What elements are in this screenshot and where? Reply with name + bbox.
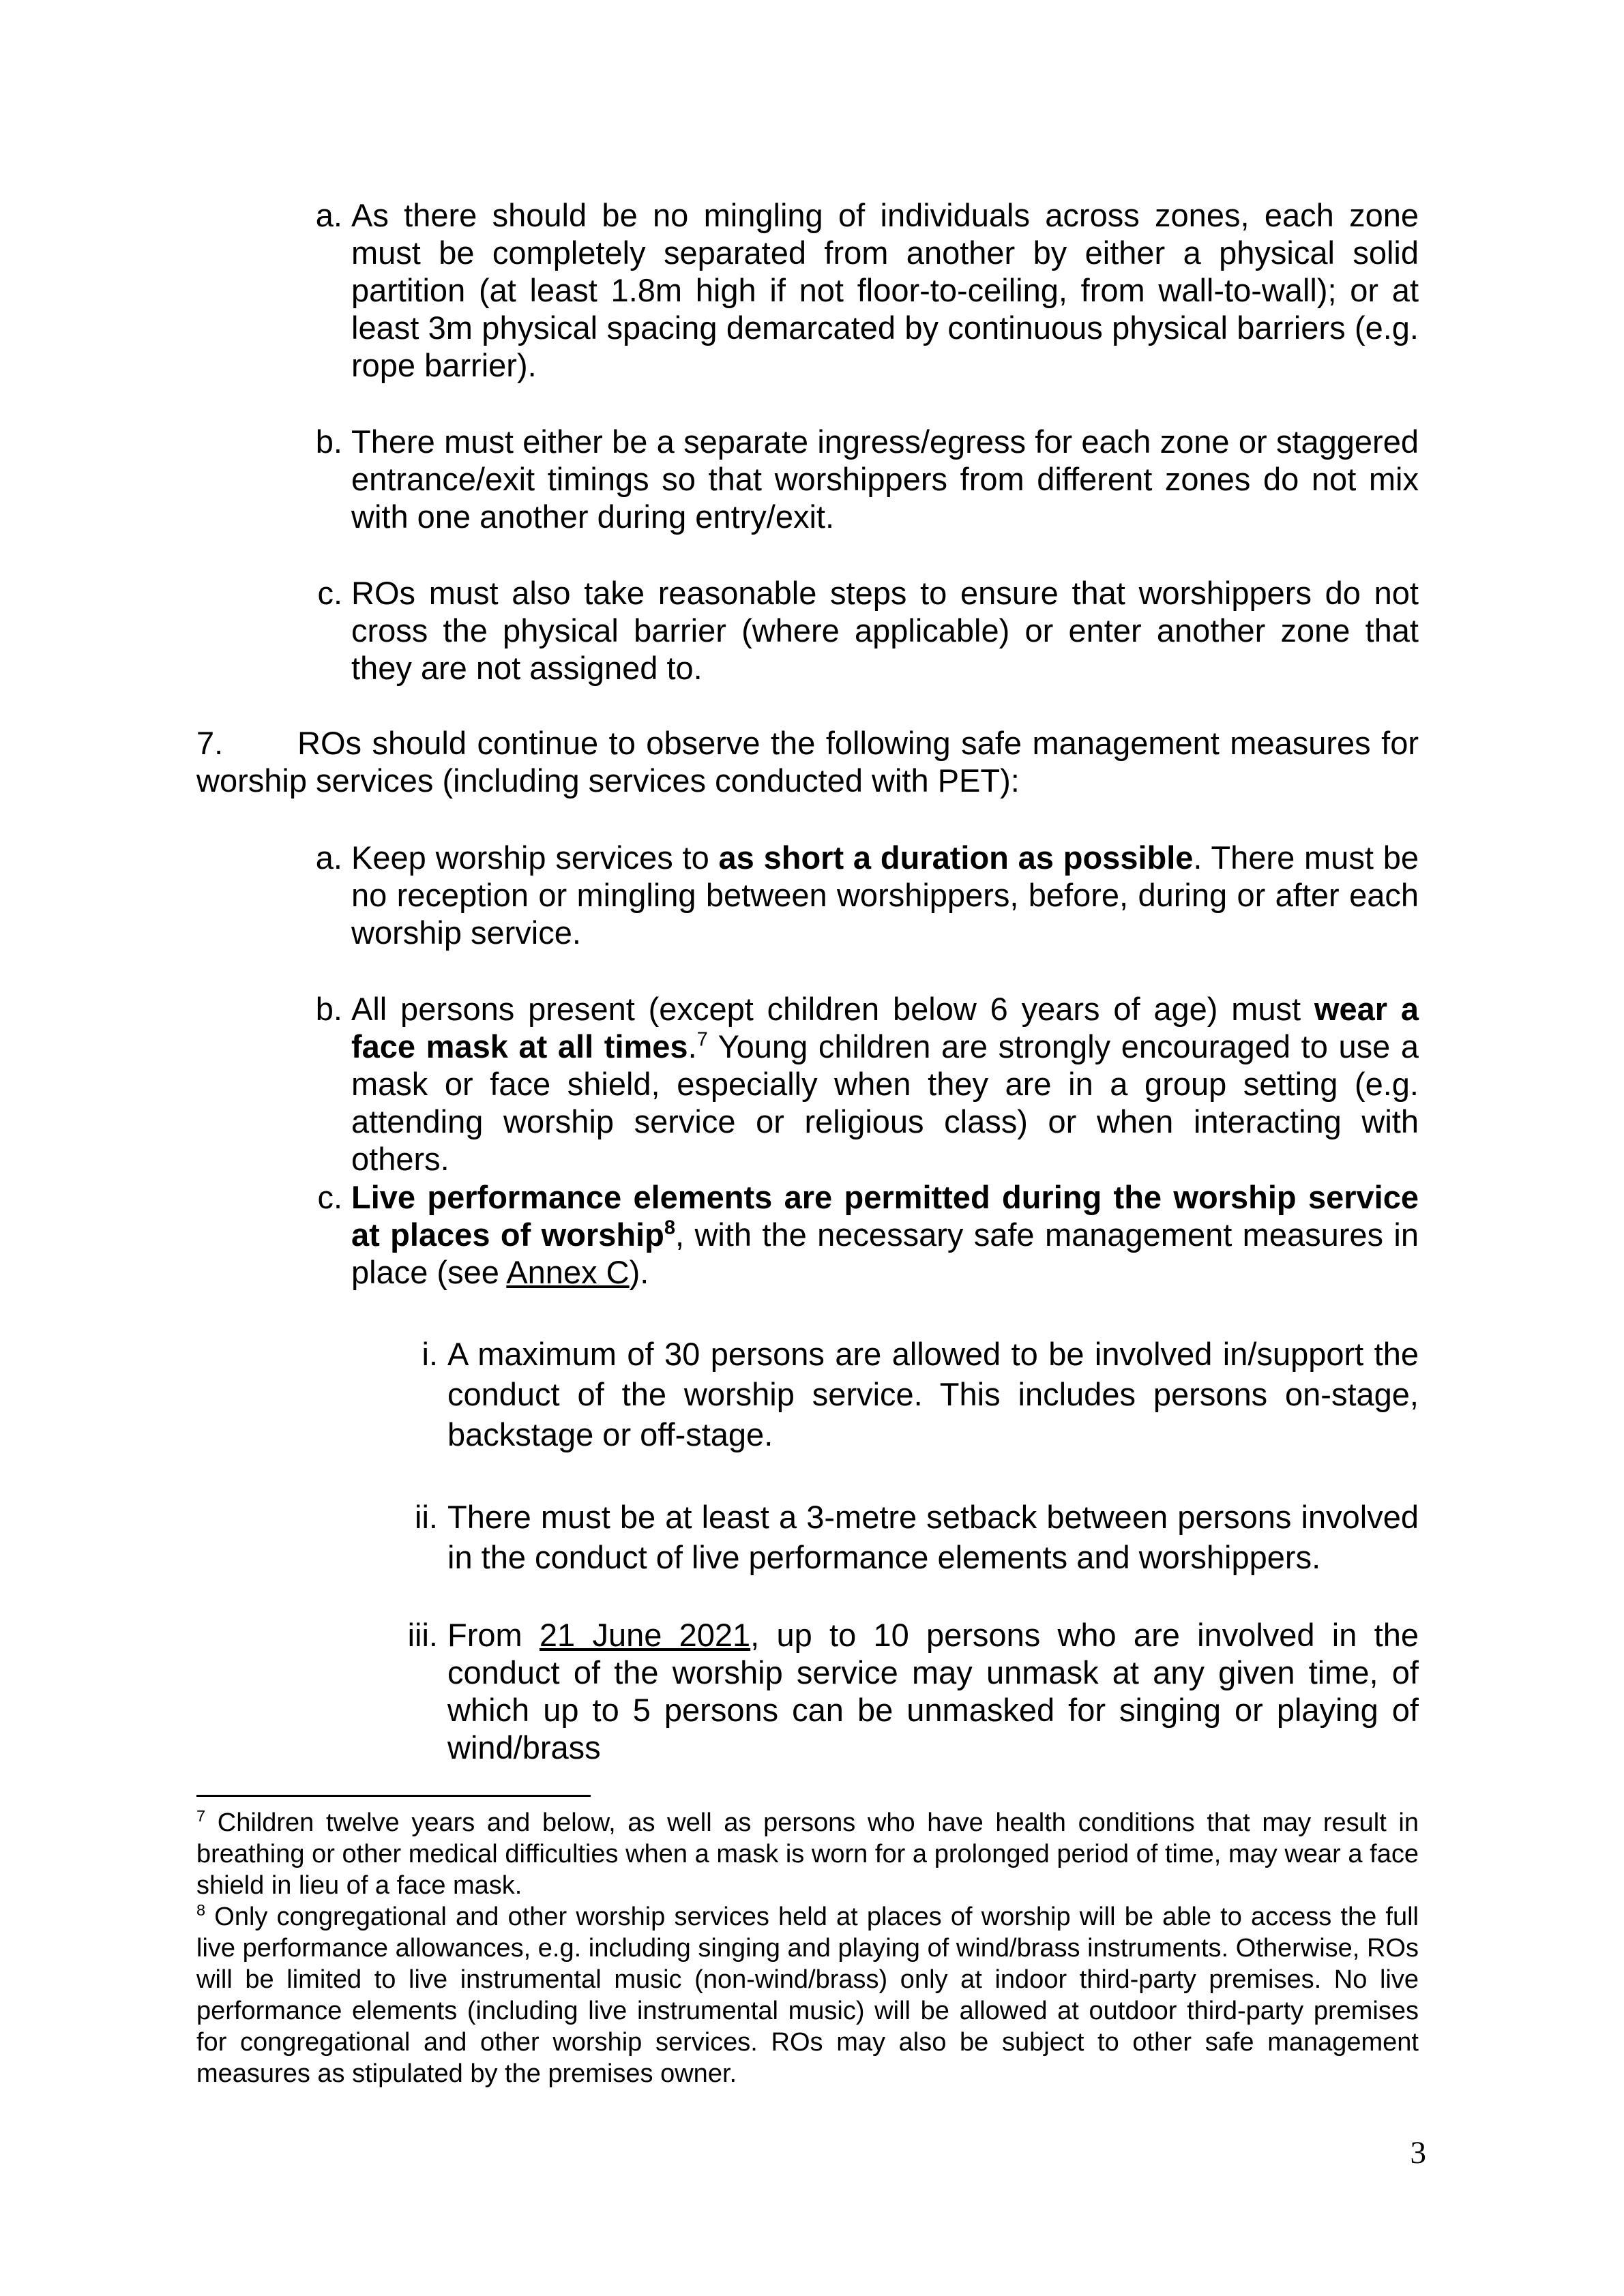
footnotes bbox=[196, 1807, 1419, 2089]
list-marker: b. bbox=[315, 991, 342, 1027]
sub-marker: i. bbox=[422, 1336, 438, 1372]
sub-marker: ii. bbox=[415, 1499, 438, 1535]
footnote-7 bbox=[196, 1807, 1419, 1901]
annex-c-link[interactable]: Annex C bbox=[506, 1254, 630, 1290]
footnote-ref-7[interactable]: 7 bbox=[696, 1028, 708, 1051]
list-item-text: Live performance elements are permitted during the worship service at places of worship$^8$, with the necessary safe management measures in place (see Annex C). bbox=[351, 1179, 1419, 1290]
list-marker: c. bbox=[317, 1179, 342, 1215]
emphasis: Live performance elements are permitted during the worship service at places of worship bbox=[351, 1179, 1419, 1253]
sub-item-text: From 21 June 2021, up to 10 persons who are involved in the conduct of the worship service may unmask at any given time, of which up to 5 persons can be unmasked for singing or playing of wind/brass bbox=[447, 1617, 1419, 1765]
footnote-ref-8[interactable]: 8 bbox=[664, 1217, 676, 1239]
sub-marker: iii. bbox=[407, 1617, 438, 1653]
footnote-separator bbox=[196, 1795, 591, 1797]
footnote-text: Children twelve years and below, as well as persons who have health conditions that may result in breathing or other medical difficulties when a mask is worn for a prolonged period of time, may wear a face shield in lieu of a face mask. bbox=[196, 1808, 1419, 1900]
footnote-8 bbox=[196, 1901, 1419, 2089]
footnote-text: Only congregational and other worship services held at places of worship will be able to access the full live performance allowances, e.g. including singing and playing of wind/brass instruments. Otherwise, ROs will be limited to live instrumental music (non-wind/brass) only at indoor third-party premises. No live performance elements (including live instrumental music) will be allowed at outdoor third-party premises for congregational and other worship services. ROs may also be subject to other safe management measures as stipulated by the premises owner. bbox=[196, 1903, 1419, 2088]
paragraph-text: ROs should continue to observe the following safe management measures for worship services (including services conducted with PET): bbox=[196, 725, 1419, 799]
list-item-text: There must either be a separate ingress/egress for each zone or staggered entrance/exit timings so that worshippers from different zones do not mix with one another during entry/exit. bbox=[351, 423, 1419, 535]
page-number: 3 bbox=[1410, 2135, 1426, 2171]
footnote-number: 7 bbox=[196, 1806, 206, 1825]
sub-item-text: A maximum of 30 persons are allowed to be involved in/support the conduct of the worship service. This includes persons on-stage, backstage or off-stage. bbox=[447, 1336, 1419, 1452]
list-marker: a. bbox=[315, 839, 342, 876]
list-marker: b. bbox=[315, 423, 342, 460]
date-text: 21 June 2021 bbox=[539, 1617, 751, 1653]
emphasis: wear a face mask at all times bbox=[351, 991, 1419, 1064]
list-marker: c. bbox=[317, 575, 342, 611]
list-item-text: ROs must also take reasonable steps to ensure that worshippers do not cross the physical barrier (where applicable) or enter another zone that they are not assigned to. bbox=[351, 575, 1419, 686]
list-marker: a. bbox=[315, 197, 342, 233]
list-item-text: Keep worship services to as short a duration as possible. There must be no reception or mingling between worshippers, before, during or after each worship service. bbox=[351, 839, 1419, 951]
footnote-number: 8 bbox=[196, 1900, 206, 1919]
paragraph-number: 7. bbox=[196, 725, 224, 761]
emphasis: as short a duration as possible bbox=[718, 839, 1194, 876]
sub-item-text: There must be at least a 3-metre setback between persons involved in the conduct of live performance elements and worshippers. bbox=[447, 1499, 1419, 1575]
list-item-text: All persons present (except children below 6 years of age) must wear a face mask at all times.$^7$ Young children are strongly encouraged to use a mask or face shield, especially when they are in a group setting (e.g. attending worship service or religious class) or when interacting with others. bbox=[351, 991, 1419, 1177]
list-item-text: As there should be no mingling of individuals across zones, each zone must be completely separated from another by either a physical solid partition (at least 1.8m high if not floor-to-ceiling, from wall-to-wall); or at least 3m physical spacing demarcated by continuous physical barriers (e.g. rope barrier). bbox=[351, 197, 1419, 383]
paragraph-7 bbox=[196, 724, 1419, 799]
